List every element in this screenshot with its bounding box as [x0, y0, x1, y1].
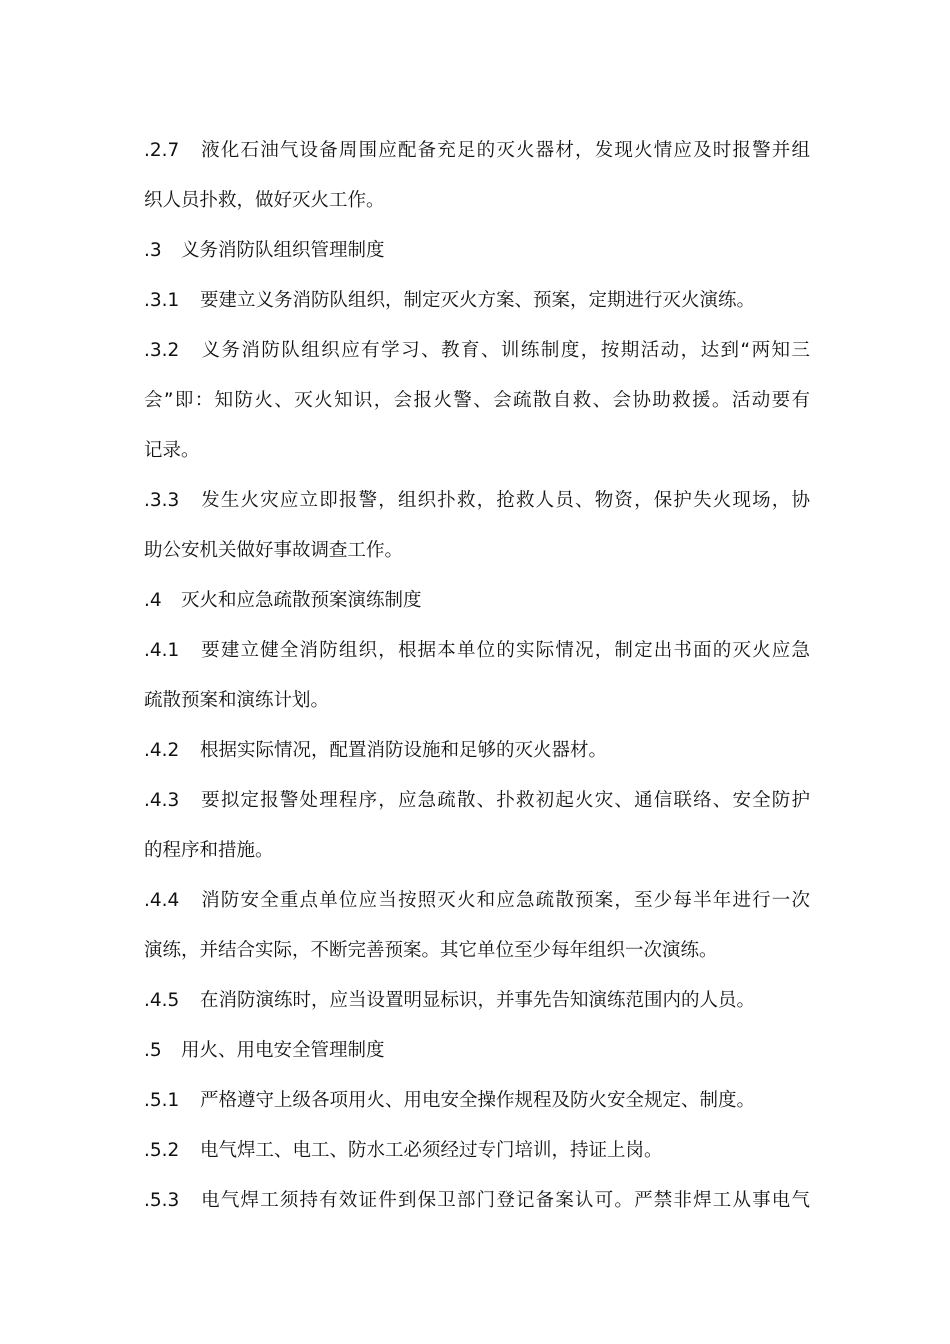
clause-text: 疏散预案和演练计划。 [144, 690, 330, 711]
section-number: .3 [144, 240, 162, 261]
clause-text: 电气焊工、电工、防水工必须经过专门培训，持证上岗。 [200, 1140, 663, 1161]
paragraph-line [144, 826, 810, 876]
clause-number: .4.2 [144, 740, 180, 761]
clause-text: 要建立健全消防组织，根据本单位的实际情况，制定出书面的灭火应急 [200, 640, 810, 661]
clause-text: 液化石油气设备周围应配备充足的灭火器材，发现火情应及时报警并组 [200, 140, 810, 161]
paragraph-line [144, 626, 810, 676]
clause-text: 在消防演练时，应当设置明显标识，并事先告知演练范围内的人员。 [200, 990, 756, 1011]
clause-number: .3.3 [144, 490, 180, 511]
clause-text: 记录。 [144, 440, 200, 461]
document-body [144, 126, 810, 1226]
clause-text: 根据实际情况，配置消防设施和足够的灭火器材。 [200, 740, 608, 761]
paragraph-line [144, 776, 810, 826]
paragraph-line [144, 426, 810, 476]
clause-text: 义务消防队组织应有学习、教育、训练制度，按期活动，达到“两知三 [200, 340, 810, 361]
clause-text: 会”即：知防火、灭火知识，会报火警、会疏散自救、会协助救援。活动要有 [144, 390, 810, 411]
clause-text: 的程序和措施。 [144, 840, 274, 861]
paragraph-line [144, 276, 810, 326]
clause-text: 要拟定报警处理程序，应急疏散、扑救初起火灾、通信联络、安全防护 [200, 790, 810, 811]
paragraph-line [144, 326, 810, 376]
paragraph-line [144, 1126, 810, 1176]
section-title: 灭火和应急疏散预案演练制度 [181, 590, 422, 611]
paragraph-line [144, 926, 810, 976]
paragraph-line [144, 876, 810, 926]
clause-number: .3.2 [144, 340, 180, 361]
clause-text: 助公安机关做好事故调查工作。 [144, 540, 404, 561]
section-heading [144, 1026, 810, 1076]
clause-text: 发生火灾应立即报警，组织扑救，抢救人员、物资，保护失火现场，协 [200, 490, 810, 511]
paragraph-line [144, 1076, 810, 1126]
paragraph-line [144, 176, 810, 226]
clause-number: .4.5 [144, 990, 180, 1011]
paragraph-line [144, 726, 810, 776]
clause-number: .2.7 [144, 140, 180, 161]
clause-number: .5.1 [144, 1090, 180, 1111]
clause-number: .4.1 [144, 640, 180, 661]
clause-number: .5.3 [144, 1190, 180, 1211]
paragraph-line [144, 526, 810, 576]
clause-text: 严格遵守上级各项用火、用电安全操作规程及防火安全规定、制度。 [200, 1090, 756, 1111]
section-title: 义务消防队组织管理制度 [181, 240, 385, 261]
clause-number: .3.1 [144, 290, 180, 311]
paragraph-line [144, 126, 810, 176]
section-heading [144, 576, 810, 626]
clause-text: 消防安全重点单位应当按照灭火和应急疏散预案，至少每半年进行一次 [200, 890, 810, 911]
clause-text: 织人员扑救，做好灭火工作。 [144, 190, 385, 211]
clause-number: .4.3 [144, 790, 180, 811]
section-number: .4 [144, 590, 162, 611]
paragraph-line [144, 976, 810, 1026]
paragraph-line [144, 476, 810, 526]
clause-text: 要建立义务消防队组织，制定灭火方案、预案，定期进行灭火演练。 [200, 290, 756, 311]
clause-number: .5.2 [144, 1140, 180, 1161]
paragraph-line [144, 376, 810, 426]
paragraph-line [144, 676, 810, 726]
clause-number: .4.4 [144, 890, 180, 911]
clause-text: 演练，并结合实际，不断完善预案。其它单位至少每年组织一次演练。 [144, 940, 718, 961]
paragraph-line [144, 1176, 810, 1226]
section-heading [144, 226, 810, 276]
section-number: .5 [144, 1040, 162, 1061]
clause-text: 电气焊工须持有效证件到保卫部门登记备案认可。严禁非焊工从事电气 [200, 1190, 810, 1211]
section-title: 用火、用电安全管理制度 [181, 1040, 385, 1061]
